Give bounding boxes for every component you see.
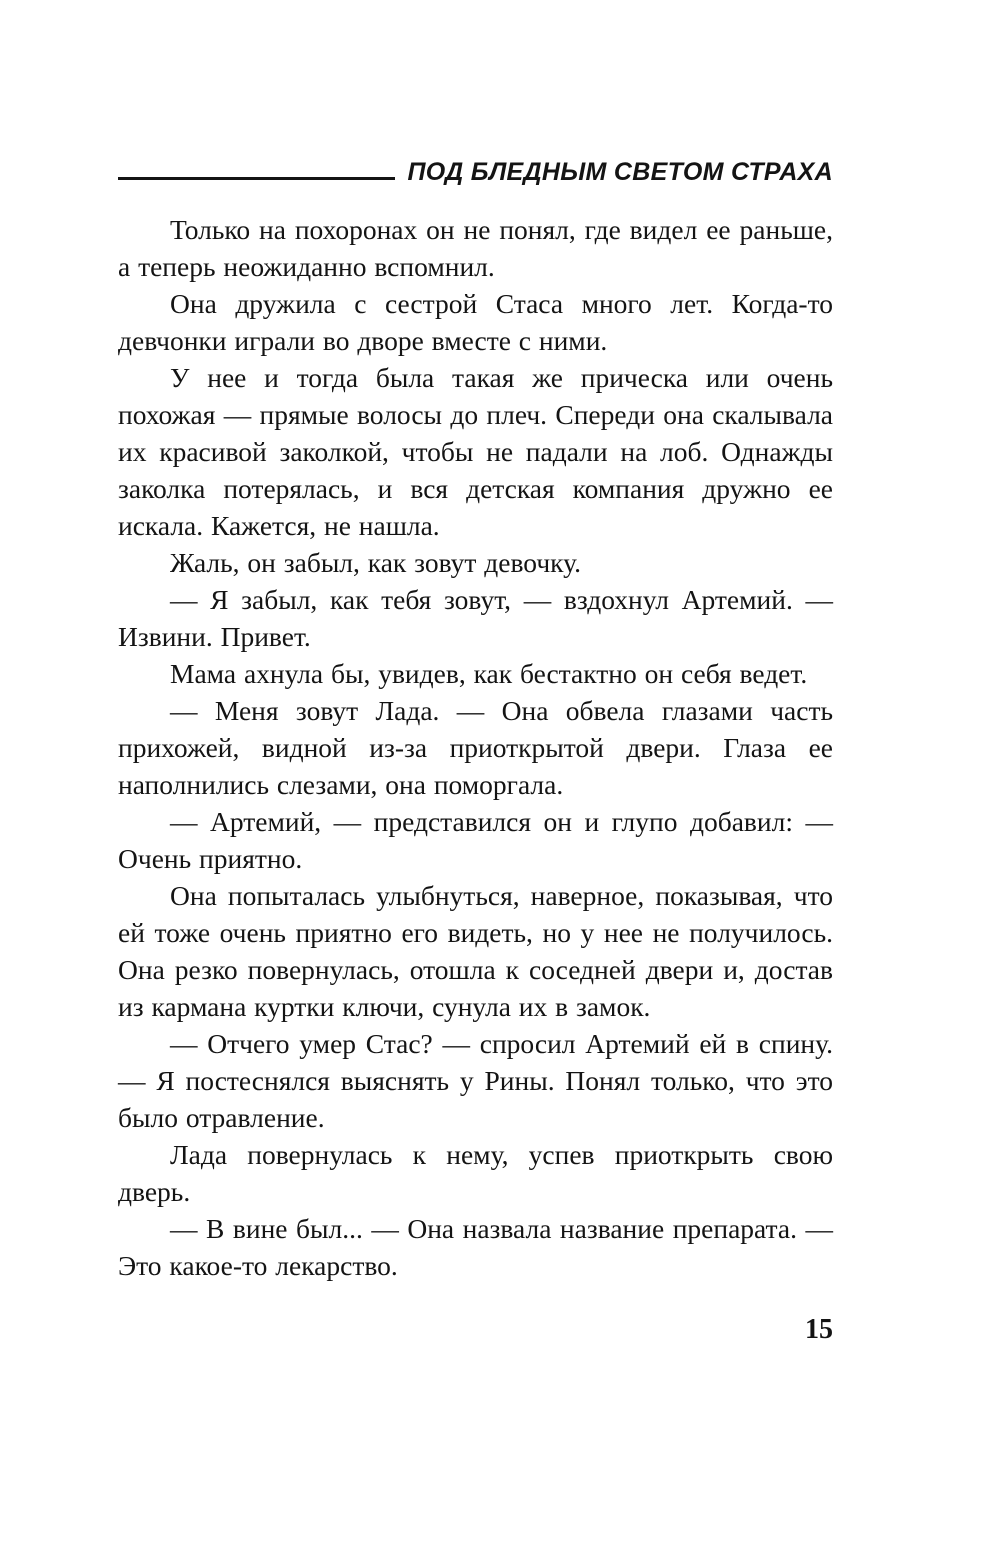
paragraph: У нее и тогда была такая же прическа или очень похожая — прямые волосы до плеч. Спереди она скалывала их красивой заколкой, чтобы не падали на лоб. Однажды заколка потерялась, и вся детская компания дружно ее искала. Кажется, не нашла. bbox=[118, 362, 833, 541]
paragraph: — Я забыл, как тебя зовут, — вздохнул Артемий. — Извини. Привет. bbox=[118, 584, 833, 652]
body-text bbox=[118, 211, 833, 1284]
book-title: ПОД БЛЕДНЫМ СВЕТОМ СТРАХА bbox=[407, 158, 833, 186]
paragraph: Мама ахнула бы, увидев, как бестактно он себя ведет. bbox=[170, 658, 808, 689]
page-number: 15 bbox=[805, 1314, 833, 1345]
paragraph: Лада повернулась к нему, успев приоткрыть свою дверь. bbox=[118, 1139, 833, 1207]
paragraph: — Меня зовут Лада. — Она обвела глазами часть прихожей, видной из-за приоткрытой двери. Глаза ее наполнились слезами, она поморгала. bbox=[118, 695, 833, 800]
paragraph: Только на похоронах он не понял, где видел ее раньше, а теперь неожиданно вспомнил. bbox=[118, 214, 833, 282]
paragraph: — В вине был... — Она назвала название препарата. — Это какое-то лекарство. bbox=[118, 1213, 833, 1281]
paragraph: Жаль, он забыл, как зовут девочку. bbox=[170, 547, 582, 578]
paragraph: — Отчего умер Стас? — спросил Артемий ей в спину. — Я постеснялся выяснять у Рины. Понял только, что это было отравление. bbox=[118, 1028, 833, 1133]
paragraph: Она попыталась улыбнуться, наверное, показывая, что ей тоже очень приятно его видеть, но у нее не получилось. Она резко повернулась, отошла к соседней двери и, достав из кармана куртки ключи, сунула их в замок. bbox=[118, 880, 833, 1022]
paragraph: — Артемий, — представился он и глупо добавил: — Очень приятно. bbox=[118, 806, 833, 874]
header-rule bbox=[118, 177, 395, 180]
running-header bbox=[118, 160, 833, 185]
paragraph: Она дружила с сестрой Стаса много лет. Когда-то девчонки играли во дворе вместе с ними. bbox=[118, 288, 833, 356]
